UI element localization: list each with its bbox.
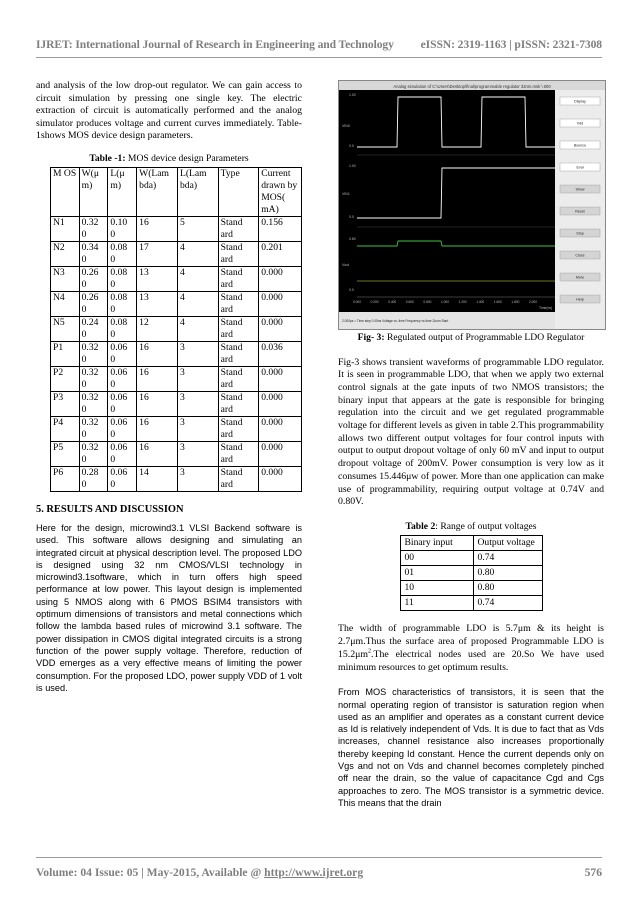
- panel-button-label: Stop: [576, 231, 584, 236]
- table-cell: P5: [51, 442, 80, 467]
- table-cell: 10: [400, 581, 473, 596]
- table-cell: 0.32 0: [79, 442, 108, 467]
- x-tick-label: 0.200: [370, 300, 379, 304]
- output-voltage-table: [400, 535, 543, 611]
- panel-button-label: More: [575, 275, 585, 280]
- level-label: 0.0: [349, 288, 354, 292]
- table-row: [51, 467, 302, 492]
- section-heading: 5. RESULTS AND DISCUSSION: [36, 504, 184, 516]
- table-cell: 0.08 0: [108, 242, 137, 267]
- table-cell: N3: [51, 267, 80, 292]
- table-cell: Stand ard: [218, 467, 259, 492]
- table-cell: 17: [137, 242, 178, 267]
- table-cell: 01: [400, 566, 473, 581]
- issn: eISSN: 2319-1163 | pISSN: 2321-7308: [420, 38, 602, 51]
- table-cell: 0.32 0: [79, 342, 108, 367]
- table-cell: P1: [51, 342, 80, 367]
- table2-label: Table 2: [405, 520, 436, 532]
- table-cell: 5: [177, 217, 218, 242]
- table-cell: 0.201: [259, 242, 302, 267]
- level-label: 0.0: [349, 215, 354, 219]
- table-cell: 0.06 0: [108, 417, 137, 442]
- table-cell: 12: [137, 317, 178, 342]
- table-cell: 0.06 0: [108, 342, 137, 367]
- volume-text: Volume: 04 Issue: 05 | May-2015, Available @: [36, 866, 265, 879]
- table-row: [51, 217, 302, 242]
- table-cell: 0.24 0: [79, 317, 108, 342]
- table-row: [51, 392, 302, 417]
- table-cell: 4: [177, 317, 218, 342]
- table-cell: 0.32 0: [79, 217, 108, 242]
- level-label: 0.80: [349, 237, 356, 241]
- table-cell: Stand ard: [218, 367, 259, 392]
- page-number: 576: [584, 866, 602, 879]
- table-cell: 0.74: [473, 551, 542, 566]
- table-cell: P6: [51, 467, 80, 492]
- table-cell: 16: [137, 367, 178, 392]
- signal-label-vin1: VIN1: [342, 192, 350, 196]
- panel-button-label: Help: [576, 297, 584, 302]
- signal-label-vin0: VIN0: [342, 124, 350, 128]
- table-cell: 0.036: [259, 342, 302, 367]
- table-row: [51, 242, 302, 267]
- table-cell: 14: [137, 467, 178, 492]
- plot-area: [339, 90, 555, 312]
- panel-button-label: Reset: [575, 209, 585, 214]
- table1-header-cell: L(μ m): [108, 168, 137, 217]
- table-cell: Stand ard: [218, 217, 259, 242]
- table-cell: 0.28 0: [79, 467, 108, 492]
- table-row: [51, 267, 302, 292]
- table-cell: 0.000: [259, 267, 302, 292]
- table-cell: Stand ard: [218, 242, 259, 267]
- table-cell: P2: [51, 367, 80, 392]
- table-cell: 16: [137, 217, 178, 242]
- table-row: [51, 417, 302, 442]
- x-tick-label: 1.600: [493, 300, 502, 304]
- level-label: 1.00: [349, 93, 356, 97]
- panel-button-label: Eval: [576, 165, 584, 170]
- dimensions-text-end: .The electrical nodes used are 20.So We have used minimum resources to get optimum results.: [338, 648, 604, 673]
- table-cell: N4: [51, 292, 80, 317]
- dimensions-text: The width of programmable LDO is 5.7μm & its height is 2.7μm.Thus the surface area of proposed Programmable LDO is 15.2μm: [338, 623, 604, 660]
- table-cell: 16: [137, 392, 178, 417]
- volume-info: [36, 866, 363, 879]
- table-cell: N5: [51, 317, 80, 342]
- x-tick-label: 1.800: [511, 300, 520, 304]
- level-label: 1.00: [349, 164, 356, 168]
- table-cell: 0.80: [473, 581, 542, 596]
- table-cell: 0.10 0: [108, 217, 137, 242]
- table-cell: Stand ard: [218, 317, 259, 342]
- table-cell: 4: [177, 267, 218, 292]
- table-cell: 3: [177, 342, 218, 367]
- table-cell: Stand ard: [218, 292, 259, 317]
- table-row: [51, 442, 302, 467]
- table-cell: Stand ard: [218, 417, 259, 442]
- table-cell: 0.08 0: [108, 292, 137, 317]
- page-header: [36, 38, 602, 51]
- results-paragraph: Here for the design, microwind3.1 VLSI Backend software is used. This software allows designing and simulating an integrated circuit at physical description level. The proposed LDO is designed using 32 nm CMOS/VLSI technology in microwind3.1software, which in turn offers high speed performance at low power. This layout design is implemented using 5 NMOS along with 6 PMOS BSIM4 transistors with optimum dimensions of transistors and metal connections which follow the lambda based rules of microwind 3.1 software. The power dissipation in CMOS digital integrated circuits is a strong function of the power supply voltage. Therefore, reduction of VDD emerges as a very effective means of limiting the power consumption. For the proposed LDO, power supply VDD of 1 volt is used.: [36, 522, 302, 693]
- table-cell: 0.000: [259, 417, 302, 442]
- x-tick-label: 0.800: [423, 300, 432, 304]
- table1-title: MOS device design Parameters: [125, 152, 249, 164]
- table-cell: P3: [51, 392, 80, 417]
- dimensions-paragraph: [338, 623, 604, 674]
- footer-rule: [36, 857, 602, 858]
- table1-header-cell: Current drawn by MOS( mA): [259, 168, 302, 217]
- x-tick-label: 0.000: [353, 300, 361, 304]
- table-cell: 0.000: [259, 367, 302, 392]
- table-cell: N1: [51, 217, 80, 242]
- table-cell: N2: [51, 242, 80, 267]
- fig3-label: Fig- 3:: [357, 332, 385, 343]
- table-cell: 3: [177, 367, 218, 392]
- table-cell: 0.32 0: [79, 367, 108, 392]
- table2-header-cell: Output voltage: [473, 536, 542, 551]
- table-cell: 0.08 0: [108, 317, 137, 342]
- table-row: [51, 317, 302, 342]
- intro-paragraph: and analysis of the low drop-out regulator. We can gain access to circuit simulation by pressing one single key. The electric extraction of circuit is automatically performed and the analog simulator produces voltage and current curves immediately. Table-1shows MOS device design parameters.: [36, 80, 302, 142]
- x-tick-label: 2.000: [529, 300, 537, 304]
- table-cell: 00: [400, 551, 473, 566]
- superscript: 2: [368, 648, 372, 655]
- left-column: [36, 80, 302, 694]
- table-cell: 16: [137, 342, 178, 367]
- table-cell: 0.06 0: [108, 467, 137, 492]
- table-cell: 4: [177, 292, 218, 317]
- table1-header-cell: M OS: [51, 168, 80, 217]
- table1-header-cell: Type: [218, 168, 259, 217]
- table-cell: 0.000: [259, 392, 302, 417]
- table-cell: 13: [137, 292, 178, 317]
- x-tick-label: 1.400: [476, 300, 485, 304]
- x-axis-unit: Time(ns): [539, 306, 553, 310]
- table-cell: 0.74: [473, 596, 542, 611]
- journal-title: IJRET: International Journal of Research in Engineering and Technology: [36, 38, 394, 51]
- table-row: [51, 342, 302, 367]
- mos-characteristics-paragraph: From MOS characteristics of transistors, it is seen that the normal operating region of transistor is saturation region when used as an amplifier and operates as a constant current device as Id is relatively independent of Vds. It is due to fact that as Vds increases, channel resistance also increases proportionally thereby keeping Id constant. Hence the current depends only on Vgs and not on Vds and channel becomes completely pinched off near the drain, so the value of capacitance Cgd and Cgs approaches to zero. The MOS transistor is a symmetric device. This means that the drain: [338, 687, 604, 808]
- table-cell: P4: [51, 417, 80, 442]
- signal-label-vout: Vout: [342, 263, 350, 267]
- table-cell: 0.06 0: [108, 367, 137, 392]
- table-cell: 0.80: [473, 566, 542, 581]
- table-cell: 0.000: [259, 467, 302, 492]
- table1-header-cell: W(Lam bda): [137, 168, 178, 217]
- x-tick-label: 1.200: [458, 300, 467, 304]
- table-row: [51, 292, 302, 317]
- simulation-screenshot: [339, 81, 605, 329]
- table-cell: Stand ard: [218, 392, 259, 417]
- simulation-figure: [338, 80, 606, 330]
- table-cell: 3: [177, 392, 218, 417]
- table-cell: 4: [177, 242, 218, 267]
- table2-title: : Range of output voltages: [435, 520, 537, 532]
- table-cell: 0.32 0: [79, 392, 108, 417]
- table-cell: 0.26 0: [79, 292, 108, 317]
- table-cell: 0.06 0: [108, 442, 137, 467]
- status-text: 2.000ps = Time step 0.05ns Voltage vs. time Frequency vs time Zoom Start: [342, 319, 449, 323]
- table-cell: 11: [400, 596, 473, 611]
- table-row: [51, 367, 302, 392]
- table-row: [400, 596, 542, 611]
- fig3-caption: Regulated output of Programmable LDO Regulator: [384, 332, 585, 343]
- table-row: [400, 581, 542, 596]
- table-cell: 0.000: [259, 442, 302, 467]
- table-cell: 0.32 0: [79, 417, 108, 442]
- table-cell: 0.156: [259, 217, 302, 242]
- table-cell: 16: [137, 417, 178, 442]
- table-cell: 0.34 0: [79, 242, 108, 267]
- table-cell: Stand ard: [218, 267, 259, 292]
- table-cell: 3: [177, 417, 218, 442]
- table1-caption: [36, 153, 302, 166]
- table-row: [400, 566, 542, 581]
- table1-label: Table -1:: [89, 152, 126, 164]
- table1-header-cell: L(Lam bda): [177, 168, 218, 217]
- table1-header-cell: W(μ m): [79, 168, 108, 217]
- table-cell: Stand ard: [218, 342, 259, 367]
- table2-caption: [338, 521, 604, 534]
- table-row: [400, 551, 542, 566]
- journal-link[interactable]: http://www.ijret.org: [264, 866, 364, 879]
- x-tick-label: 0.600: [405, 300, 414, 304]
- window-title: Analog simulation of C:\Users\Desktop\final\programmable regulator 32nm.msk \ 600: [393, 83, 551, 89]
- panel-button-label: Display: [574, 99, 586, 104]
- panel-button-label: Bounce: [573, 143, 587, 148]
- table-cell: 0.06 0: [108, 392, 137, 417]
- table-cell: 16: [137, 442, 178, 467]
- x-tick-label: 0.400: [388, 300, 397, 304]
- panel-button-label: Show: [575, 187, 585, 192]
- figure-caption: [338, 332, 604, 345]
- fig3-discussion: Fig-3 shows transient waveforms of programmable LDO regulator. It is seen in programmable LDO, that when we apply two external control signals at the gate inputs of two NMOS transistors; the binary input that appears at the gate is responsible for bringing regulation into the circuit and we get regulated programmable voltage for different levels as given in table 2.This programmability allows two different output voltages for four control inputs with output to output dropout voltage of only 60 mV and input to output dropout voltage of 200mV. Power consumption is very low as it consumes 15.446μw of power. More than one application can make use of programmability, requiring output voltage at 0.74V and 0.80V.: [338, 356, 604, 508]
- table-cell: 3: [177, 442, 218, 467]
- panel-button-label: Close: [575, 253, 585, 258]
- table-cell: 0.08 0: [108, 267, 137, 292]
- level-label: 0.0: [349, 144, 354, 148]
- header-rule: [36, 57, 602, 58]
- table-cell: Stand ard: [218, 442, 259, 467]
- table-cell: 13: [137, 267, 178, 292]
- mos-parameters-table: [50, 167, 302, 492]
- table-cell: 0.26 0: [79, 267, 108, 292]
- table-cell: 0.000: [259, 317, 302, 342]
- page-footer: [36, 866, 602, 879]
- x-tick-label: 1.000: [441, 300, 449, 304]
- table2-header-cell: Binary input: [400, 536, 473, 551]
- table-cell: 0.000: [259, 292, 302, 317]
- table-cell: 3: [177, 467, 218, 492]
- panel-button-label: Vdd: [576, 121, 584, 126]
- right-column: [338, 80, 604, 809]
